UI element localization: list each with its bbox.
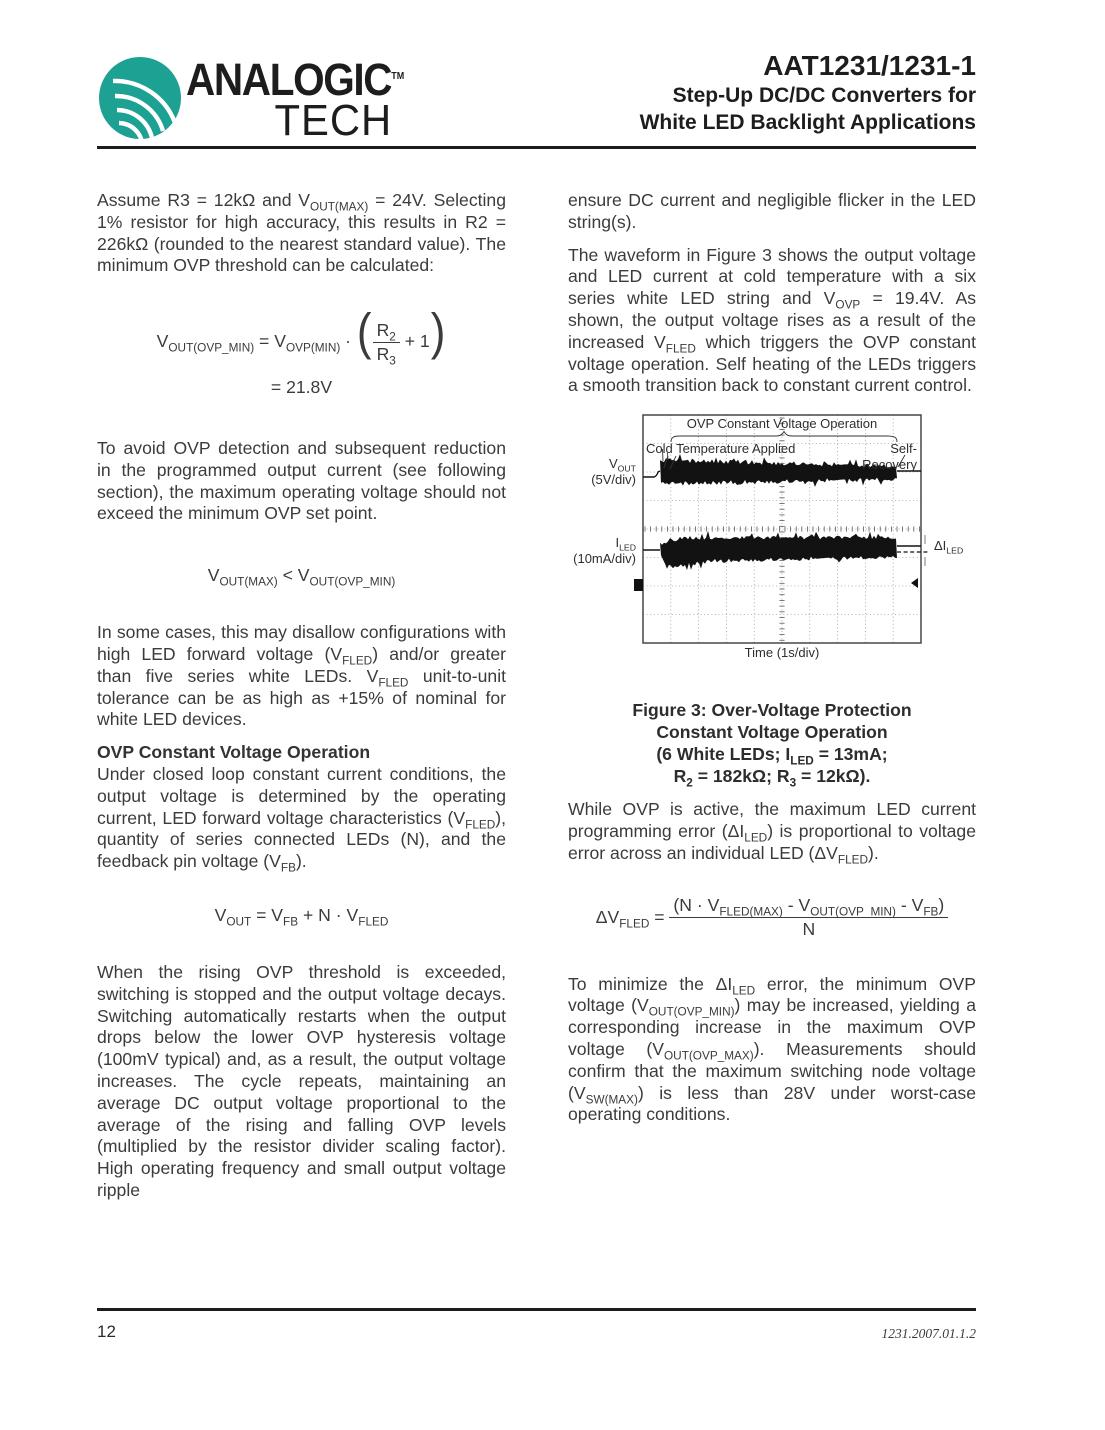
equation-result: = 21.8V [270,377,333,398]
page-number: 12 [97,1322,116,1341]
caption-line: $R_2 = 182k\Omega$; $R_3 = 12k\Omega$). [673,766,871,790]
fraction-numerator: $(N \cdot V_{FLED(MAX)} - V_{OUT(OVP\_MIN)} - V_{FB})$ [669,895,948,918]
fraction [373,320,400,368]
brand-line1: ANALOGIC™ [186,54,405,105]
header-rule [97,146,976,149]
scope-ch1-label [568,456,636,487]
equation-delta-vfled [568,895,976,940]
equation-ovp-min-threshold [97,304,506,398]
section-heading-ovp-constant-voltage: OVP Constant Voltage Operation [97,742,371,763]
figure3-oscilloscope [568,411,976,669]
paragraph: To avoid OVP detection and subsequent reduction in the programmed output current (see following section), the maximum operating voltage should not exceed the minimum OVP set point. [97,438,506,524]
equation-tail: + 1 [399,331,430,352]
paragraph: The waveform in Figure 3 shows the output voltage and LED current at cold temperature with a six series white LED string and $V_{OVP} = 19.4V$. As shown, the output voltage rises as a result of the increased $V_{FLED}$ which triggers the OVP constant voltage operation. Self heating of the LEDs triggers a smooth transition back to constant current control. [568,244,977,396]
paragraph: While OVP is active, the maximum LED current programming error $(\Delta I_{LED})$ is proportional to voltage error across an individual LED $(\Delta V_{FLED})$. [568,799,976,867]
scope-x-axis-label: Time (1s/div) [744,645,820,661]
left-paren: ( [356,304,372,361]
caption-line: (6 White LEDs; $I_{LED} = 13mA$; [656,744,888,768]
equation-vout: $V_{OUT} = V_{FB} + N \cdot V_{FLED}$ [214,904,389,929]
brand-line2: TECH [274,96,393,145]
document-id: 1231.2007.01.1.2 [881,1326,976,1341]
equation-lhs: $V_{OUT(OVP\_MIN)} = V_{OVP(MIN)}$ · [156,331,356,355]
doc-subtitle-line2: White LED Backlight Applications [639,111,976,134]
figure3-caption [568,699,976,790]
caption-line: Constant Voltage Operation [656,722,888,743]
title-block [640,50,976,136]
vout-scale: (5V/div) [591,471,636,487]
scope-annotation-cold-temperature: Cold Temperature Applied [646,441,796,457]
scope-title: OVP Constant Voltage Operation [686,416,878,432]
scope-annotation-self-recovery: Self-Recovery [862,441,917,472]
scope-ch2-label [568,535,636,566]
equation-lhs: $\Delta V_{FLED}$ = [595,906,670,931]
delta-iled-label: $\Delta I_{LED}$ [934,538,964,556]
paragraph: When the rising OVP threshold is exceeded, switching is stopped and the output voltage decays. Switching automatically restarts when the output drops below the lower OVP hysteresis voltage (100mV typical) and, as a result, the output voltage increases. The cycle repeats, maintaining an average DC output voltage proportional to the average of the rising and falling OVP levels (multiplied by the resistor divider scaling factor). High operating frequency and small output voltage ripple [97,961,506,1200]
doc-subtitle-line1: Step-Up DC/DC Converters for [672,84,976,107]
iled-scale: (10mA/div) [573,550,636,566]
caption-line: Figure 3: Over-Voltage Protection [632,700,912,721]
analogictech-logo-icon [99,57,181,139]
equation-vout-max-limit: $V_{OUT(MAX)} < V_{OUT(OVP\_MIN)}$ [207,565,396,589]
brand-wordmark [186,54,416,145]
iled-label: $I_{LED}$ [615,535,636,553]
right-column [568,190,976,1137]
paragraph: Under closed loop constant current conditions, the output voltage is determined by the operating current, LED forward voltage characteristics $(V_{FLED})$, quantity of series connected LEDs (N), and the feedback pin voltage $(V_{FB})$. [97,764,506,875]
vout-label: $V_{OUT}$ [608,456,636,474]
fraction [669,895,948,940]
paragraph: Assume R3 = 12kΩ and $V_{OUT(MAX)} = 24V$. Selecting 1% resistor for high accuracy, this results in R2 = 226kΩ (rounded to the nearest standard value). The minimum OVP threshold can be calculated: [97,190,506,276]
fraction-denominator: N [802,918,816,939]
paragraph: To minimize the $\Delta I_{LED}$ error, the minimum OVP voltage $(V_{OUT(OVP\_MIN)})$ may be increased, yielding a corresponding increase in the maximum OVP voltage $(V_{OUT(OVP\_MAX)})$. Measurements should confirm that the maximum switching node voltage $(V_{SW(MAX)})$ is less than 28V under worst-case operating conditions. [568,973,977,1125]
fraction-numerator: $R_2$ [373,320,400,343]
footer-rule [97,1308,976,1311]
part-number: AAT1231/1231-1 [763,50,976,81]
left-column [97,190,506,1213]
paragraph: In some cases, this may disallow configurations with high LED forward voltage $(V_{FLED})$ and/or greater than five series white LEDs. $V_{FLED}$ unit-to-unit tolerance can be as high as +15% of nominal for white LED devices. [97,622,506,730]
paragraph: ensure DC current and negligible flicker in the LED string(s). [568,190,976,232]
right-paren: ) [430,304,446,361]
fraction-denominator: $R_3$ [376,344,396,368]
